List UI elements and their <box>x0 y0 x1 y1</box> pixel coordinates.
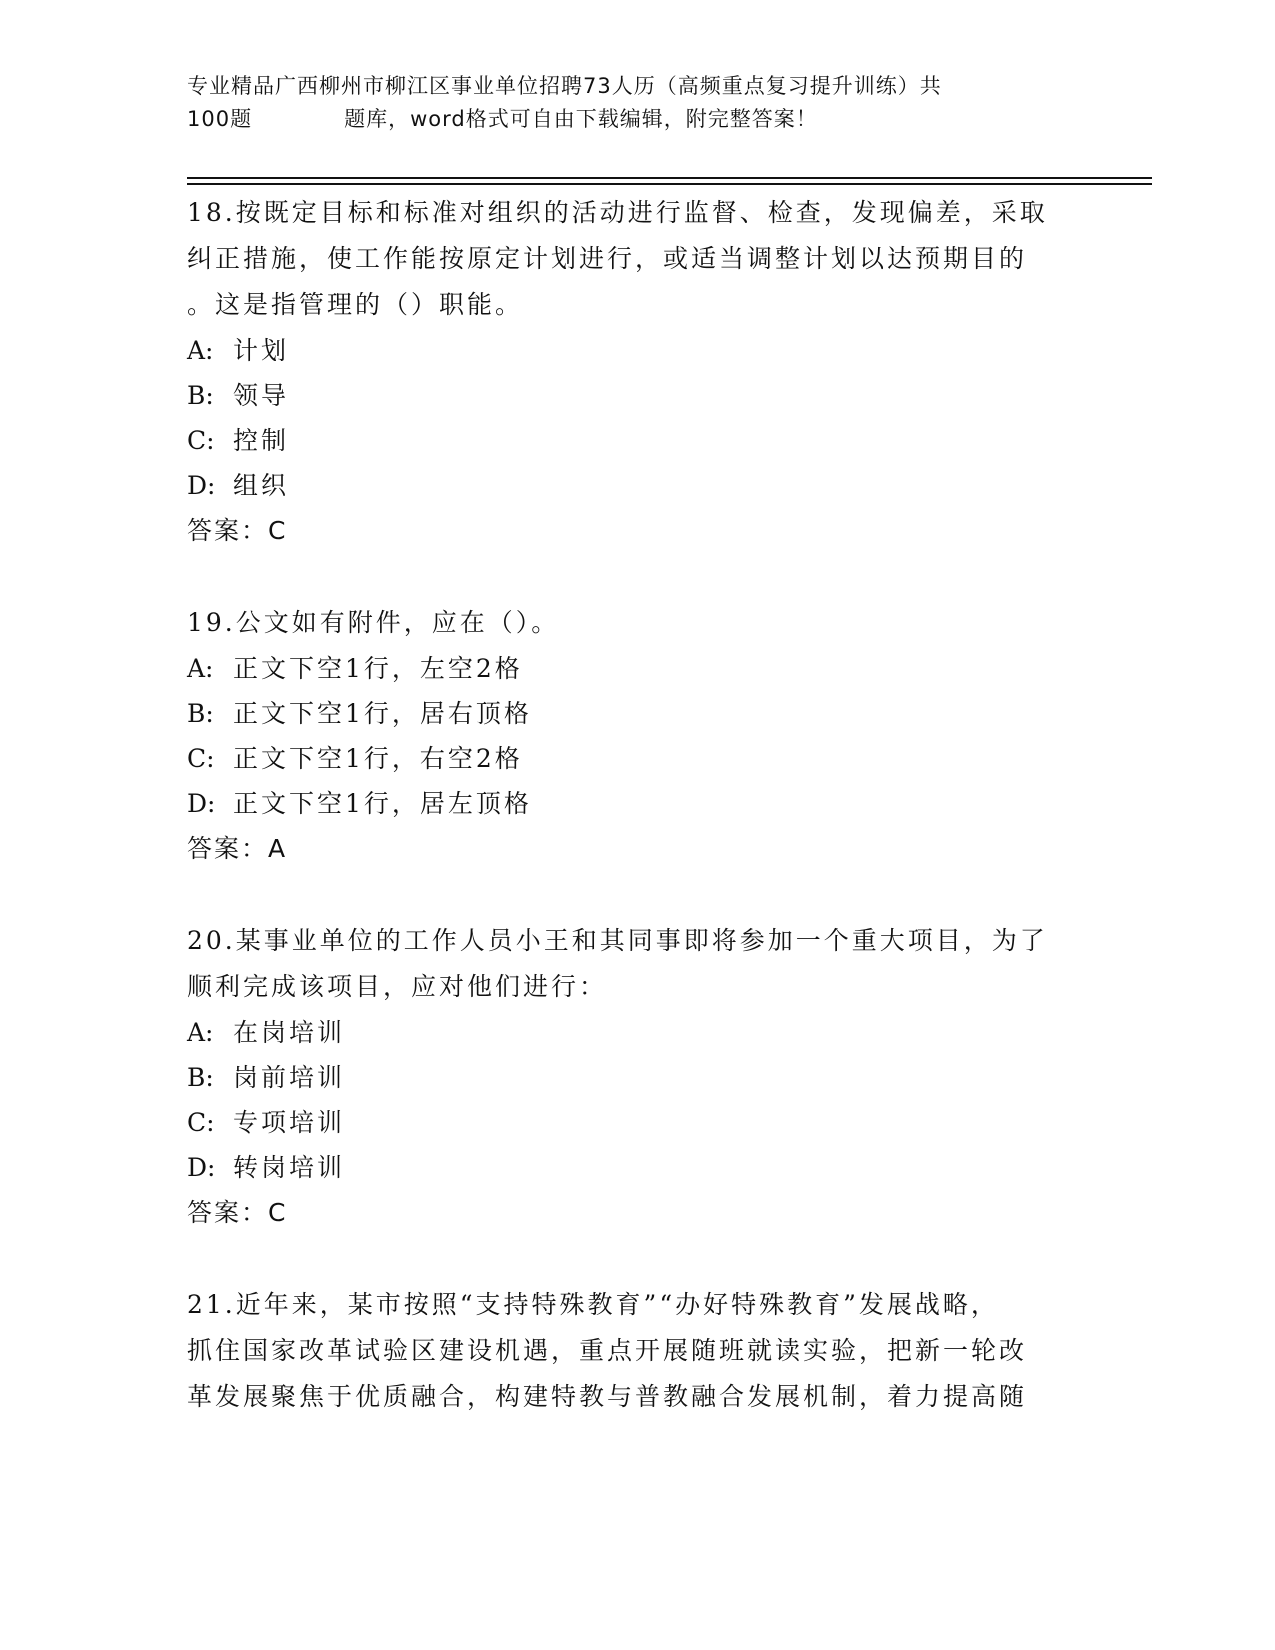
answer-line: 答案：A <box>187 834 288 863</box>
question-stem-line: 18.按既定目标和标准对组织的活动进行监督、检查，发现偏差，采取 <box>187 198 1048 227</box>
option-letter: C: <box>187 744 215 773</box>
question-stem-line: 19.公文如有附件，应在（）。 <box>187 608 560 637</box>
option-text: 计划 <box>233 336 290 365</box>
option-letter: D: <box>187 471 216 500</box>
option-text: 转岗培训 <box>233 1153 346 1182</box>
option-b <box>187 691 1087 736</box>
header-question-count: 100题 <box>187 107 253 131</box>
option-a <box>187 646 1087 691</box>
question-stem-line: 顺利完成该项目，应对他们进行： <box>187 972 608 1001</box>
option-letter: A: <box>187 336 214 365</box>
option-text: 组织 <box>233 471 290 500</box>
option-a <box>187 328 1087 373</box>
option-letter: D: <box>187 789 216 818</box>
option-d <box>187 463 1087 508</box>
option-letter: A: <box>187 654 214 683</box>
option-text: 领导 <box>233 381 290 410</box>
question-21 <box>187 1282 1087 1420</box>
option-letter: A: <box>187 1018 214 1047</box>
option-b <box>187 1055 1087 1100</box>
question-18 <box>187 190 1087 554</box>
question-stem-line: 20.某事业单位的工作人员小王和其同事即将参加一个重大项目，为了 <box>187 926 1048 955</box>
document-header <box>187 70 1087 136</box>
header-title-line-2 <box>187 103 1087 136</box>
option-b <box>187 373 1087 418</box>
option-letter: B: <box>187 381 214 410</box>
question-stem-line: 21.近年来，某市按照“支持特殊教育”“办好特殊教育”发展战略， <box>187 1290 999 1319</box>
option-a <box>187 1010 1087 1055</box>
option-letter: C: <box>187 426 215 455</box>
option-c <box>187 418 1087 463</box>
answer-line: 答案：C <box>187 1198 288 1227</box>
question-stem-line: 革发展聚焦于优质融合，构建特教与普教融合发展机制，着力提高随 <box>187 1382 1028 1411</box>
header-description: 题库，word格式可自由下载编辑，附完整答案！ <box>344 107 818 131</box>
option-text: 控制 <box>233 426 290 455</box>
header-divider-bottom <box>187 183 1152 185</box>
question-19 <box>187 600 1087 872</box>
question-stem-line: 。这是指管理的（）职能。 <box>187 290 524 319</box>
question-stem-line: 纠正措施，使工作能按原定计划进行，或适当调整计划以达预期目的 <box>187 244 1028 273</box>
option-text: 正文下空1行，左空2格 <box>233 654 523 683</box>
option-text: 正文下空1行，居左顶格 <box>233 789 532 818</box>
header-divider-top <box>187 177 1152 179</box>
question-list <box>187 190 1087 1466</box>
header-title-line-1: 专业精品广西柳州市柳江区事业单位招聘73人历（高频重点复习提升训练）共 <box>187 74 942 98</box>
option-d <box>187 781 1087 826</box>
option-letter: C: <box>187 1108 215 1137</box>
option-letter: B: <box>187 1063 214 1092</box>
option-c <box>187 736 1087 781</box>
option-letter: D: <box>187 1153 216 1182</box>
question-20 <box>187 918 1087 1236</box>
question-stem-line: 抓住国家改革试验区建设机遇，重点开展随班就读实验，把新一轮改 <box>187 1336 1028 1365</box>
option-text: 在岗培训 <box>233 1018 346 1047</box>
option-text: 正文下空1行，居右顶格 <box>233 699 532 728</box>
option-letter: B: <box>187 699 214 728</box>
option-text: 岗前培训 <box>233 1063 346 1092</box>
option-text: 正文下空1行，右空2格 <box>233 744 523 773</box>
option-c <box>187 1100 1087 1145</box>
answer-line: 答案：C <box>187 516 288 545</box>
option-text: 专项培训 <box>233 1108 346 1137</box>
option-d <box>187 1145 1087 1190</box>
